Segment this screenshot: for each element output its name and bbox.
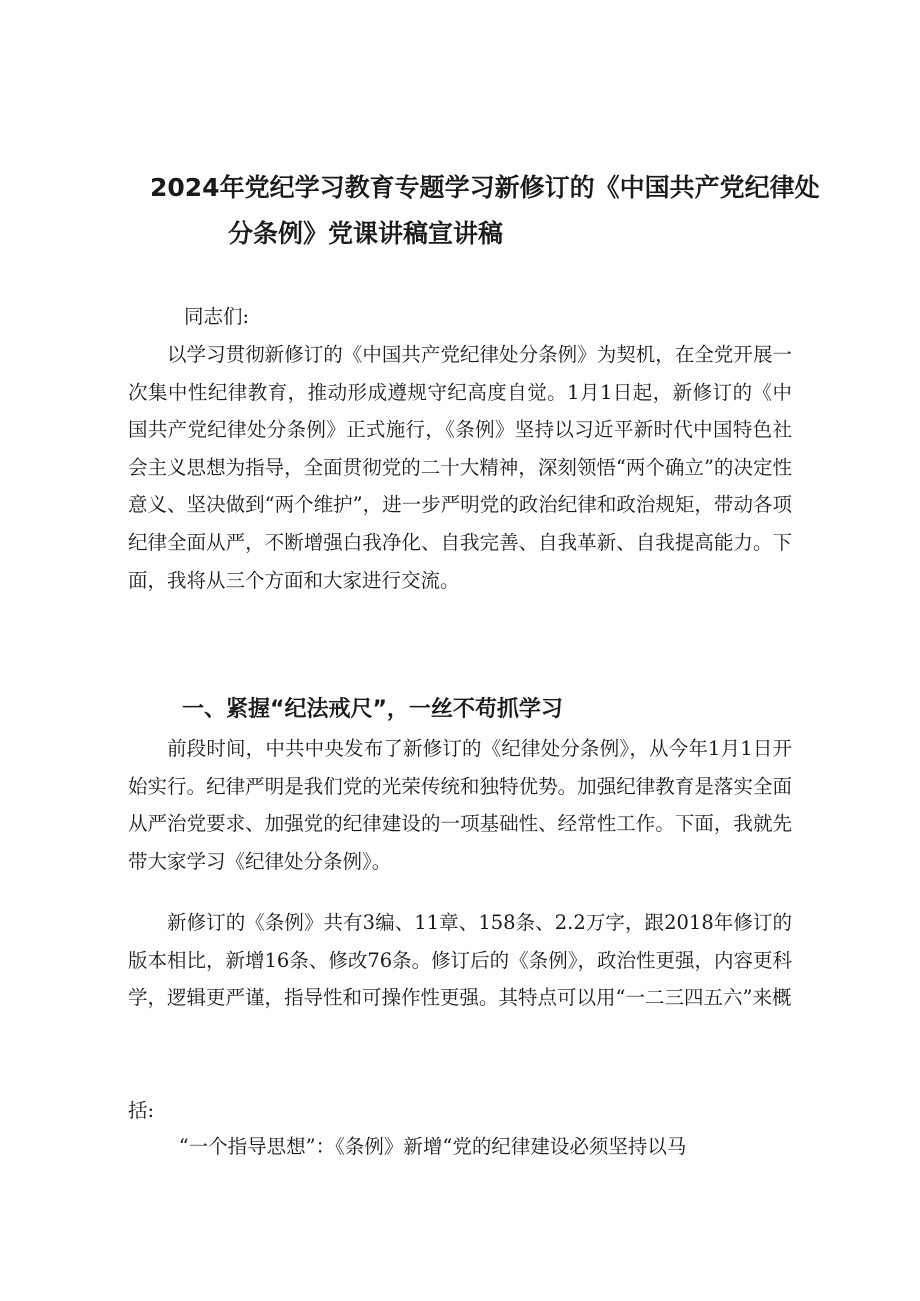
paragraph-section1-b: 新修订的《条例》共有3编、11章、158条、2.2万字，跟2018年修订的版本相比，新增16条、修改76条。修订后的《条例》，政治性更强，内容更科学，逻辑更严谨，指导性和可操作性更强。其特点可以用“一二三四五六”来概 [128, 911, 792, 1010]
title-line-1: 2024年党纪学习教育专题学习新修订的《中国共产党纪律处 [150, 173, 820, 202]
paragraph-section1-c: “一个指导思想”：《条例》新增“党的纪律建设必须坚持以马 [178, 1135, 687, 1158]
salutation: 同志们: [184, 305, 250, 328]
paragraph-section1-a: 前段时间，中共中央发布了新修订的《纪律处分条例》，从今年1月1日开始实行。纪律严明是我们党的光荣传统和独特优势。加强纪律教育是落实全面从严治党要求、加强党的纪律建设的一项基础性、经常性工作。下面，我就先带大家学习《纪律处分条例》。 [128, 737, 792, 873]
paragraph-intro: 以学习贯彻新修订的《中国共产党纪律处分条例》为契机，在全党开展一次集中性纪律教育，推动形成遵规守纪高度自觉。1月1日起，新修订的《中国共产党纪律处分条例》正式施行，《条例》坚持以习近平新时代中国特色社会主义思想为指导，全面贯彻党的二十大精神，深刻领悟“两个确立”的决定性意义、坚决做到“两个维护”，进一步严明党的政治纪律和政治规矩，带动各项纪律全面从严，不断增强白我净化、自我完善、自我革新、自我提高能力。下面，我将从三个方面和大家进行交流。 [128, 343, 792, 592]
document-title [150, 165, 830, 257]
paragraph-section1-b-tail: 括: [128, 1099, 155, 1122]
title-line-2: 分条例》党课讲稿宣讲稿 [228, 219, 504, 248]
section-heading-1: 一、紧握“纪法戒尺”，一丝不苟抓学习 [182, 697, 563, 722]
